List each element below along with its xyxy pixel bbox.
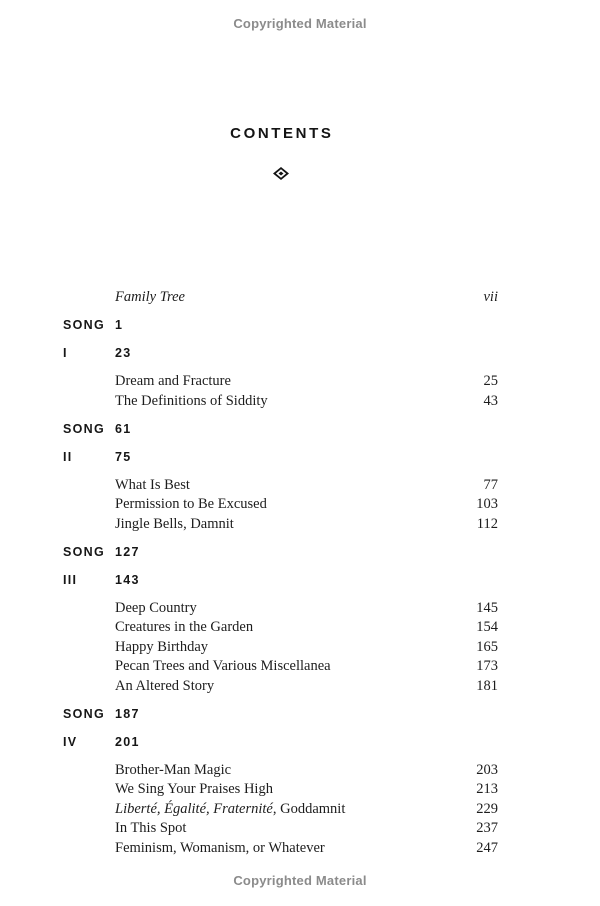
entry-page-number: 203 (476, 761, 498, 778)
toc-row-chapter (63, 839, 498, 859)
toc-row-part (63, 448, 498, 468)
part-page-number: 143 (115, 572, 140, 587)
entry-title: The Definitions of Siddity (115, 392, 268, 409)
entry-page-number: 145 (476, 599, 498, 616)
entry-title: Permission to Be Excused (115, 496, 267, 512)
toc-row-chapter (63, 657, 498, 677)
entry-page-number: 181 (476, 677, 498, 694)
part-numeral: IV (63, 734, 78, 749)
entry-title: Brother-Man Magic (115, 761, 232, 778)
song-label: SONG (63, 421, 106, 436)
copyright-banner-top: Copyrighted Material (233, 16, 367, 31)
entry-title-italic-part: Liberté, Égalité, Fraternité (115, 800, 273, 817)
entry-title: Family Tree (115, 289, 185, 305)
entry-page-number: 237 (476, 820, 498, 836)
song-page-number: 127 (115, 544, 140, 559)
toc-row-song (63, 420, 498, 440)
part-page-number: 201 (115, 734, 140, 749)
entry-page-number: 154 (476, 619, 498, 635)
toc-row-chapter (63, 515, 498, 535)
toc-row-song (63, 543, 498, 563)
entry-title (63, 800, 476, 820)
entry-page-number: 25 (483, 373, 498, 389)
entry-title: Pecan Trees and Various Miscellanea (115, 658, 331, 674)
entry-title: Deep Country (115, 599, 197, 616)
toc-row-part (63, 571, 498, 591)
toc-row-song (63, 316, 498, 336)
song-page-number: 61 (115, 421, 132, 436)
entry-title: We Sing Your Praises High (115, 781, 273, 797)
entry-page-number: 173 (476, 658, 498, 674)
song-label: SONG (63, 544, 106, 559)
entry-title-roman-part: , Goddamnit (272, 800, 346, 817)
entry-title: In This Spot (115, 820, 187, 836)
entry-page-number: 77 (483, 476, 498, 493)
song-label: SONG (63, 318, 106, 332)
part-page-number: 23 (115, 346, 132, 360)
entry-page-number: vii (483, 289, 498, 305)
part-page-number: 75 (115, 449, 132, 464)
toc-row-chapter (63, 819, 498, 839)
part-numeral: II (63, 449, 73, 464)
toc-row-chapter (63, 599, 498, 619)
entry-title: Creatures in the Garden (115, 619, 254, 635)
toc-row-chapter (63, 495, 498, 515)
toc-row-chapter (63, 800, 498, 820)
entry-page-number: 165 (476, 638, 498, 655)
toc-row-chapter (63, 476, 498, 496)
toc-row-chapter (63, 372, 498, 392)
entry-page-number: 43 (483, 392, 498, 409)
part-numeral: III (63, 572, 78, 587)
page-title: CONTENTS (230, 125, 334, 142)
toc-row-chapter (63, 677, 498, 697)
entry-title: Jingle Bells, Damnit (115, 515, 234, 532)
toc-row-part (63, 344, 498, 364)
ornament-container (63, 167, 498, 180)
entry-page-number: 247 (476, 839, 498, 856)
toc-row-part (63, 733, 498, 753)
entry-title: An Altered Story (115, 677, 215, 694)
entry-title: Happy Birthday (115, 638, 209, 655)
diamond-ornament-icon (273, 167, 289, 180)
toc-row-chapter (63, 761, 498, 781)
song-label: SONG (63, 706, 106, 721)
entry-title: What Is Best (115, 476, 190, 493)
entry-page-number: 112 (476, 515, 498, 532)
entry-page-number: 103 (476, 496, 498, 512)
copyright-banner-bottom: Copyrighted Material (233, 873, 367, 888)
table-of-contents (63, 288, 498, 858)
toc-row-chapter (63, 780, 498, 800)
toc-row-chapter (63, 618, 498, 638)
entry-page-number: 229 (476, 800, 498, 817)
song-page-number: 187 (115, 706, 140, 721)
toc-row-song (63, 705, 498, 725)
entry-page-number: 213 (476, 781, 498, 797)
toc-row-chapter (63, 638, 498, 658)
entry-title: Feminism, Womanism, or Whatever (115, 839, 325, 856)
toc-row-frontmatter (63, 288, 498, 308)
part-numeral: I (63, 346, 68, 360)
song-page-number: 1 (115, 318, 124, 332)
entry-title: Dream and Fracture (115, 373, 231, 389)
toc-row-chapter (63, 392, 498, 412)
